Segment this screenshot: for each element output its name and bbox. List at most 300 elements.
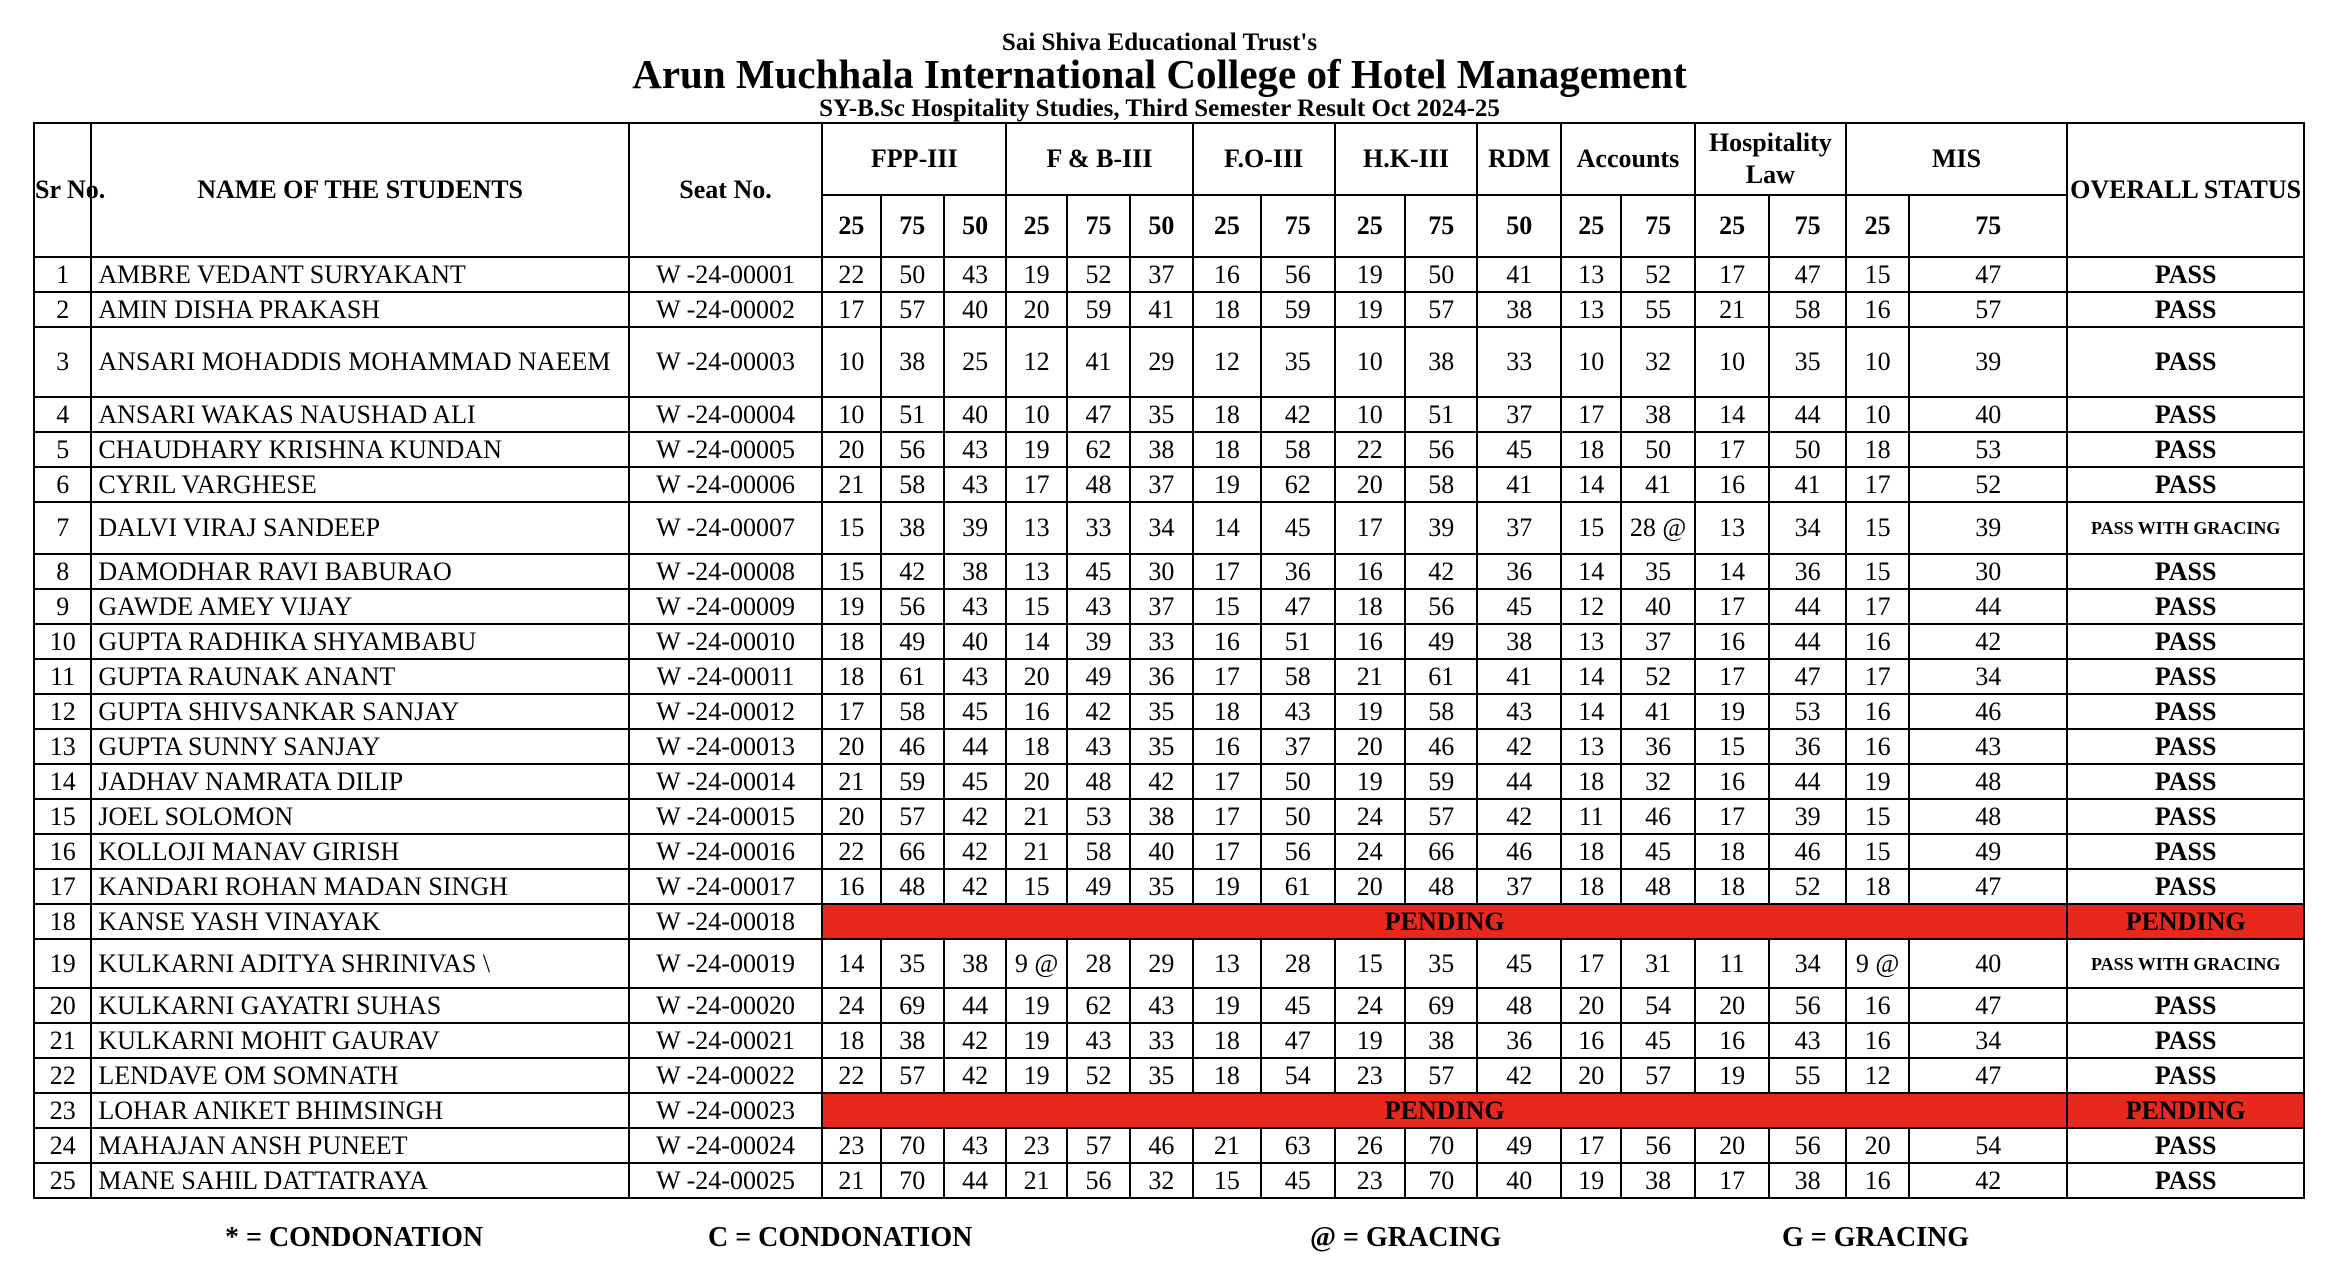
mark-cell: 38 (1621, 397, 1694, 432)
mark-cell: 42 (1405, 554, 1477, 589)
seat-cell: W -24-00015 (629, 799, 822, 834)
sr-cell: 4 (34, 397, 91, 432)
sr-cell: 24 (34, 1128, 91, 1163)
student-name-cell: JADHAV NAMRATA DILIP (91, 764, 629, 799)
status-cell: PASS (2067, 432, 2304, 467)
mark-cell: 48 (1621, 869, 1694, 904)
mark-cell: 42 (944, 834, 1006, 869)
mark-cell: 53 (1909, 432, 2067, 467)
mark-cell: 44 (1769, 624, 1846, 659)
mark-cell: 14 (1561, 694, 1621, 729)
mark-cell: 14 (1193, 502, 1261, 554)
mark-cell: 62 (1067, 988, 1130, 1023)
mark-cell: 45 (1621, 1023, 1694, 1058)
mark-cell: 46 (1909, 694, 2067, 729)
mark-cell: 20 (1695, 988, 1769, 1023)
mark-cell: 19 (1006, 1058, 1066, 1093)
mark-cell: 39 (944, 502, 1006, 554)
status-cell: PASS (2067, 1163, 2304, 1198)
mark-cell: 43 (1067, 589, 1130, 624)
header-seat: Seat No. (629, 123, 822, 257)
mark-cell: 56 (1405, 589, 1477, 624)
status-cell: PASS (2067, 988, 2304, 1023)
seat-cell: W -24-00020 (629, 988, 822, 1023)
legend-item: G = GRACING (1782, 1222, 1970, 1253)
mark-cell: 16 (1193, 624, 1261, 659)
mark-cell: 21 (1695, 292, 1769, 327)
mark-cell: 59 (1405, 764, 1477, 799)
mark-cell: 19 (1335, 257, 1405, 292)
mark-cell: 40 (944, 624, 1006, 659)
mark-cell: 36 (1130, 659, 1192, 694)
mark-cell: 56 (1621, 1128, 1694, 1163)
sr-cell: 2 (34, 292, 91, 327)
mark-cell: 47 (1067, 397, 1130, 432)
table-row (34, 988, 2304, 1023)
mark-cell: 19 (1006, 432, 1066, 467)
mark-cell: 61 (881, 659, 944, 694)
mark-cell: 19 (1006, 988, 1066, 1023)
status-cell: PASS (2067, 729, 2304, 764)
status-cell: PASS (2067, 397, 2304, 432)
seat-cell: W -24-00021 (629, 1023, 822, 1058)
table-row (34, 834, 2304, 869)
header-max-marks: 50 (1130, 195, 1192, 257)
mark-cell: 16 (1695, 467, 1769, 502)
mark-cell: 58 (881, 467, 944, 502)
table-row (34, 432, 2304, 467)
student-name-cell: AMBRE VEDANT SURYAKANT (91, 257, 629, 292)
mark-cell: 36 (1477, 554, 1561, 589)
mark-cell: 44 (1769, 589, 1846, 624)
status-cell: PASS (2067, 869, 2304, 904)
mark-cell: 29 (1130, 327, 1192, 397)
status-cell: PASS WITH GRACING (2067, 502, 2304, 554)
student-name-cell: KULKARNI MOHIT GAURAV (91, 1023, 629, 1058)
mark-cell: 59 (881, 764, 944, 799)
mark-cell: 37 (1130, 589, 1192, 624)
mark-cell: 45 (1261, 502, 1334, 554)
seat-cell: W -24-00024 (629, 1128, 822, 1163)
mark-cell: 17 (1695, 589, 1769, 624)
mark-cell: 30 (1909, 554, 2067, 589)
mark-cell: 35 (1405, 939, 1477, 988)
mark-cell: 39 (1067, 624, 1130, 659)
mark-cell: 13 (1561, 729, 1621, 764)
mark-cell: 43 (1130, 988, 1192, 1023)
mark-cell: 62 (1067, 432, 1130, 467)
mark-cell: 37 (1477, 397, 1561, 432)
mark-cell: 52 (1067, 257, 1130, 292)
table-row (34, 327, 2304, 397)
mark-cell: 47 (1909, 257, 2067, 292)
mark-cell: 20 (1335, 467, 1405, 502)
mark-cell: 10 (1335, 397, 1405, 432)
table-row (34, 1093, 2304, 1128)
mark-cell: 17 (1561, 397, 1621, 432)
student-name-cell: ANSARI WAKAS NAUSHAD ALI (91, 397, 629, 432)
mark-cell: 15 (1193, 589, 1261, 624)
mark-cell: 57 (1621, 1058, 1694, 1093)
status-cell: PASS (2067, 1023, 2304, 1058)
mark-cell: 23 (1006, 1128, 1066, 1163)
mark-cell: 46 (1130, 1128, 1192, 1163)
status-cell: PASS (2067, 694, 2304, 729)
mark-cell: 16 (1561, 1023, 1621, 1058)
mark-cell: 46 (1621, 799, 1694, 834)
mark-cell: 33 (1130, 624, 1192, 659)
header-max-marks: 75 (1261, 195, 1334, 257)
seat-cell: W -24-00006 (629, 467, 822, 502)
student-name-cell: DAMODHAR RAVI BABURAO (91, 554, 629, 589)
mark-cell: 42 (1477, 1058, 1561, 1093)
mark-cell: 38 (1477, 624, 1561, 659)
mark-cell: 17 (1695, 257, 1769, 292)
mark-cell: 41 (1477, 257, 1561, 292)
sr-cell: 18 (34, 904, 91, 939)
table-row (34, 257, 2304, 292)
mark-cell: 19 (1561, 1163, 1621, 1198)
mark-cell: 53 (1769, 694, 1846, 729)
mark-cell: 17 (1193, 799, 1261, 834)
mark-cell: 22 (822, 257, 880, 292)
mark-cell: 13 (1561, 257, 1621, 292)
seat-cell: W -24-00013 (629, 729, 822, 764)
mark-cell: 18 (1561, 834, 1621, 869)
mark-cell: 42 (944, 869, 1006, 904)
mark-cell: 44 (944, 729, 1006, 764)
mark-cell: 56 (1769, 988, 1846, 1023)
mark-cell: 42 (1909, 624, 2067, 659)
mark-cell: 35 (1621, 554, 1694, 589)
mark-cell: 41 (1769, 467, 1846, 502)
mark-cell: 17 (1846, 659, 1909, 694)
mark-cell: 42 (1909, 1163, 2067, 1198)
seat-cell: W -24-00008 (629, 554, 822, 589)
mark-cell: 56 (1769, 1128, 1846, 1163)
mark-cell: 17 (1335, 502, 1405, 554)
table-row (34, 659, 2304, 694)
sr-cell: 5 (34, 432, 91, 467)
mark-cell: 38 (1621, 1163, 1694, 1198)
mark-cell: 37 (1477, 869, 1561, 904)
table-row (34, 467, 2304, 502)
mark-cell: 48 (1405, 869, 1477, 904)
mark-cell: 10 (822, 397, 880, 432)
header-max-marks: 25 (1193, 195, 1261, 257)
seat-cell: W -24-00002 (629, 292, 822, 327)
seat-cell: W -24-00016 (629, 834, 822, 869)
mark-cell: 43 (944, 467, 1006, 502)
status-cell: PASS (2067, 589, 2304, 624)
mark-cell: 38 (881, 502, 944, 554)
sr-cell: 12 (34, 694, 91, 729)
mark-cell: 57 (881, 1058, 944, 1093)
mark-cell: 48 (1909, 799, 2067, 834)
mark-cell: 21 (1006, 834, 1066, 869)
mark-cell: 19 (1335, 1023, 1405, 1058)
mark-cell: 42 (944, 799, 1006, 834)
mark-cell: 47 (1769, 659, 1846, 694)
student-name-cell: ANSARI MOHADDIS MOHAMMAD NAEEM (91, 327, 629, 397)
mark-cell: 44 (944, 988, 1006, 1023)
header-subject: Accounts (1561, 123, 1695, 195)
mark-cell: 61 (1261, 869, 1334, 904)
mark-cell: 49 (1067, 869, 1130, 904)
mark-cell: 17 (1006, 467, 1066, 502)
college-name: Arun Muchhala International College of Hotel Management (632, 51, 1687, 97)
mark-cell: 40 (1909, 397, 2067, 432)
mark-cell: 18 (822, 624, 880, 659)
mark-cell: 30 (1130, 554, 1192, 589)
mark-cell: 55 (1621, 292, 1694, 327)
mark-cell: 50 (1261, 799, 1334, 834)
mark-cell: 23 (1335, 1058, 1405, 1093)
status-cell: PENDING (2067, 1093, 2304, 1128)
status-cell: PENDING (2067, 904, 2304, 939)
pending-cell: PENDING (822, 904, 2067, 939)
mark-cell: 12 (1006, 327, 1066, 397)
sr-cell: 7 (34, 502, 91, 554)
mark-cell: 50 (881, 257, 944, 292)
mark-cell: 33 (1477, 327, 1561, 397)
mark-cell: 20 (1006, 292, 1066, 327)
mark-cell: 18 (1846, 869, 1909, 904)
student-name-cell: GAWDE AMEY VIJAY (91, 589, 629, 624)
mark-cell: 20 (1846, 1128, 1909, 1163)
mark-cell: 22 (1335, 432, 1405, 467)
mark-cell: 47 (1261, 589, 1334, 624)
mark-cell: 10 (1335, 327, 1405, 397)
mark-cell: 38 (881, 1023, 944, 1058)
mark-cell: 14 (1695, 554, 1769, 589)
mark-cell: 39 (1405, 502, 1477, 554)
mark-cell: 20 (822, 729, 880, 764)
mark-cell: 19 (1006, 257, 1066, 292)
mark-cell: 61 (1405, 659, 1477, 694)
seat-cell: W -24-00023 (629, 1093, 822, 1128)
mark-cell: 42 (944, 1023, 1006, 1058)
student-name-cell: MAHAJAN ANSH PUNEET (91, 1128, 629, 1163)
sr-cell: 19 (34, 939, 91, 988)
mark-cell: 44 (1769, 397, 1846, 432)
mark-cell: 18 (822, 659, 880, 694)
header-subject: F.O-III (1193, 123, 1335, 195)
mark-cell: 58 (1261, 432, 1334, 467)
mark-cell: 66 (1405, 834, 1477, 869)
mark-cell: 17 (1695, 432, 1769, 467)
table-row (34, 589, 2304, 624)
table-row (34, 694, 2304, 729)
mark-cell: 50 (1405, 257, 1477, 292)
mark-cell: 56 (1261, 257, 1334, 292)
mark-cell: 56 (881, 589, 944, 624)
mark-cell: 40 (1621, 589, 1694, 624)
mark-cell: 48 (1067, 764, 1130, 799)
mark-cell: 18 (822, 1023, 880, 1058)
mark-cell: 35 (1769, 327, 1846, 397)
mark-cell: 38 (1405, 1023, 1477, 1058)
mark-cell: 10 (1006, 397, 1066, 432)
sr-cell: 9 (34, 589, 91, 624)
student-name-cell: KOLLOJI MANAV GIRISH (91, 834, 629, 869)
mark-cell: 54 (1909, 1128, 2067, 1163)
mark-cell: 21 (1006, 1163, 1066, 1198)
mark-cell: 16 (1695, 624, 1769, 659)
mark-cell: 52 (1621, 257, 1694, 292)
mark-cell: 70 (881, 1128, 944, 1163)
seat-cell: W -24-00022 (629, 1058, 822, 1093)
mark-cell: 17 (1193, 659, 1261, 694)
trust-name: Sai Shiva Educational Trust's (1001, 29, 1318, 56)
mark-cell: 35 (1130, 694, 1192, 729)
sr-cell: 6 (34, 467, 91, 502)
mark-cell: 18 (1561, 764, 1621, 799)
mark-cell: 19 (1193, 988, 1261, 1023)
mark-cell: 17 (1561, 1128, 1621, 1163)
mark-cell: 20 (1335, 729, 1405, 764)
mark-cell: 36 (1261, 554, 1334, 589)
mark-cell: 21 (1006, 799, 1066, 834)
student-name-cell: LOHAR ANIKET BHIMSINGH (91, 1093, 629, 1128)
legend-item: C = CONDONATION (708, 1222, 973, 1253)
student-name-cell: DALVI VIRAJ SANDEEP (91, 502, 629, 554)
mark-cell: 12 (1193, 327, 1261, 397)
table-row (34, 939, 2304, 988)
mark-cell: 46 (1769, 834, 1846, 869)
mark-cell: 45 (1477, 939, 1561, 988)
mark-cell: 57 (1405, 292, 1477, 327)
mark-cell: 17 (1695, 659, 1769, 694)
header-max-marks: 75 (1621, 195, 1694, 257)
pending-cell: PENDING (822, 1093, 2067, 1128)
mark-cell: 49 (881, 624, 944, 659)
table-row (34, 554, 2304, 589)
mark-cell: 19 (1006, 1023, 1066, 1058)
mark-cell: 21 (1193, 1128, 1261, 1163)
mark-cell: 35 (881, 939, 944, 988)
mark-cell: 63 (1261, 1128, 1334, 1163)
mark-cell: 14 (1561, 554, 1621, 589)
mark-cell: 18 (1561, 869, 1621, 904)
mark-cell: 15 (1006, 869, 1066, 904)
mark-cell: 57 (881, 292, 944, 327)
student-name-cell: CHAUDHARY KRISHNA KUNDAN (91, 432, 629, 467)
mark-cell: 43 (1769, 1023, 1846, 1058)
mark-cell: 51 (881, 397, 944, 432)
mark-cell: 9 @ (1846, 939, 1909, 988)
mark-cell: 41 (1477, 467, 1561, 502)
mark-cell: 20 (1695, 1128, 1769, 1163)
mark-cell: 15 (1193, 1163, 1261, 1198)
mark-cell: 20 (1561, 1058, 1621, 1093)
mark-cell: 51 (1261, 624, 1334, 659)
mark-cell: 58 (1067, 834, 1130, 869)
header-subject: H.K-III (1335, 123, 1478, 195)
header-max-marks: 25 (1695, 195, 1769, 257)
mark-cell: 58 (881, 694, 944, 729)
mark-cell: 56 (1067, 1163, 1130, 1198)
mark-cell: 19 (1695, 694, 1769, 729)
seat-cell: W -24-00012 (629, 694, 822, 729)
mark-cell: 42 (1261, 397, 1334, 432)
mark-cell: 11 (1695, 939, 1769, 988)
mark-cell: 17 (1846, 467, 1909, 502)
mark-cell: 15 (1846, 554, 1909, 589)
exam-title: SY-B.Sc Hospitality Studies, Third Semester Result Oct 2024-25 (819, 95, 1500, 122)
mark-cell: 41 (1130, 292, 1192, 327)
seat-cell: W -24-00007 (629, 502, 822, 554)
mark-cell: 21 (822, 467, 880, 502)
seat-cell: W -24-00011 (629, 659, 822, 694)
mark-cell: 36 (1477, 1023, 1561, 1058)
mark-cell: 16 (1193, 257, 1261, 292)
mark-cell: 56 (881, 432, 944, 467)
student-name-cell: GUPTA RAUNAK ANANT (91, 659, 629, 694)
mark-cell: 14 (1561, 659, 1621, 694)
mark-cell: 10 (1695, 327, 1769, 397)
mark-cell: 52 (1909, 467, 2067, 502)
mark-cell: 48 (881, 869, 944, 904)
mark-cell: 45 (1621, 834, 1694, 869)
header-max-marks: 25 (1335, 195, 1405, 257)
mark-cell: 17 (1561, 939, 1621, 988)
mark-cell: 16 (1846, 1163, 1909, 1198)
mark-cell: 35 (1130, 869, 1192, 904)
mark-cell: 34 (1769, 939, 1846, 988)
mark-cell: 25 (944, 327, 1006, 397)
header-subject: RDM (1477, 123, 1561, 195)
mark-cell: 17 (1695, 799, 1769, 834)
mark-cell: 40 (944, 292, 1006, 327)
seat-cell: W -24-00003 (629, 327, 822, 397)
mark-cell: 13 (1193, 939, 1261, 988)
mark-cell: 15 (1846, 834, 1909, 869)
mark-cell: 14 (1561, 467, 1621, 502)
mark-cell: 32 (1621, 764, 1694, 799)
mark-cell: 55 (1769, 1058, 1846, 1093)
mark-cell: 18 (1846, 432, 1909, 467)
header-max-marks: 50 (1477, 195, 1561, 257)
mark-cell: 70 (881, 1163, 944, 1198)
mark-cell: 54 (1261, 1058, 1334, 1093)
mark-cell: 22 (822, 834, 880, 869)
mark-cell: 40 (1477, 1163, 1561, 1198)
student-name-cell: GUPTA SUNNY SANJAY (91, 729, 629, 764)
mark-cell: 42 (1130, 764, 1192, 799)
mark-cell: 19 (822, 589, 880, 624)
seat-cell: W -24-00018 (629, 904, 822, 939)
mark-cell: 35 (1130, 397, 1192, 432)
mark-cell: 28 (1067, 939, 1130, 988)
mark-cell: 14 (1695, 397, 1769, 432)
mark-cell: 43 (944, 589, 1006, 624)
mark-cell: 45 (1477, 432, 1561, 467)
mark-cell: 17 (1695, 1163, 1769, 1198)
status-cell: PASS (2067, 764, 2304, 799)
mark-cell: 57 (1909, 292, 2067, 327)
mark-cell: 26 (1335, 1128, 1405, 1163)
mark-cell: 42 (1477, 799, 1561, 834)
mark-cell: 19 (1193, 869, 1261, 904)
table-row (34, 764, 2304, 799)
mark-cell: 70 (1405, 1163, 1477, 1198)
mark-cell: 48 (1477, 988, 1561, 1023)
mark-cell: 19 (1335, 764, 1405, 799)
student-name-cell: KULKARNI ADITYA SHRINIVAS \ (91, 939, 629, 988)
student-name-cell: GUPTA SHIVSANKAR SANJAY (91, 694, 629, 729)
mark-cell: 23 (822, 1128, 880, 1163)
